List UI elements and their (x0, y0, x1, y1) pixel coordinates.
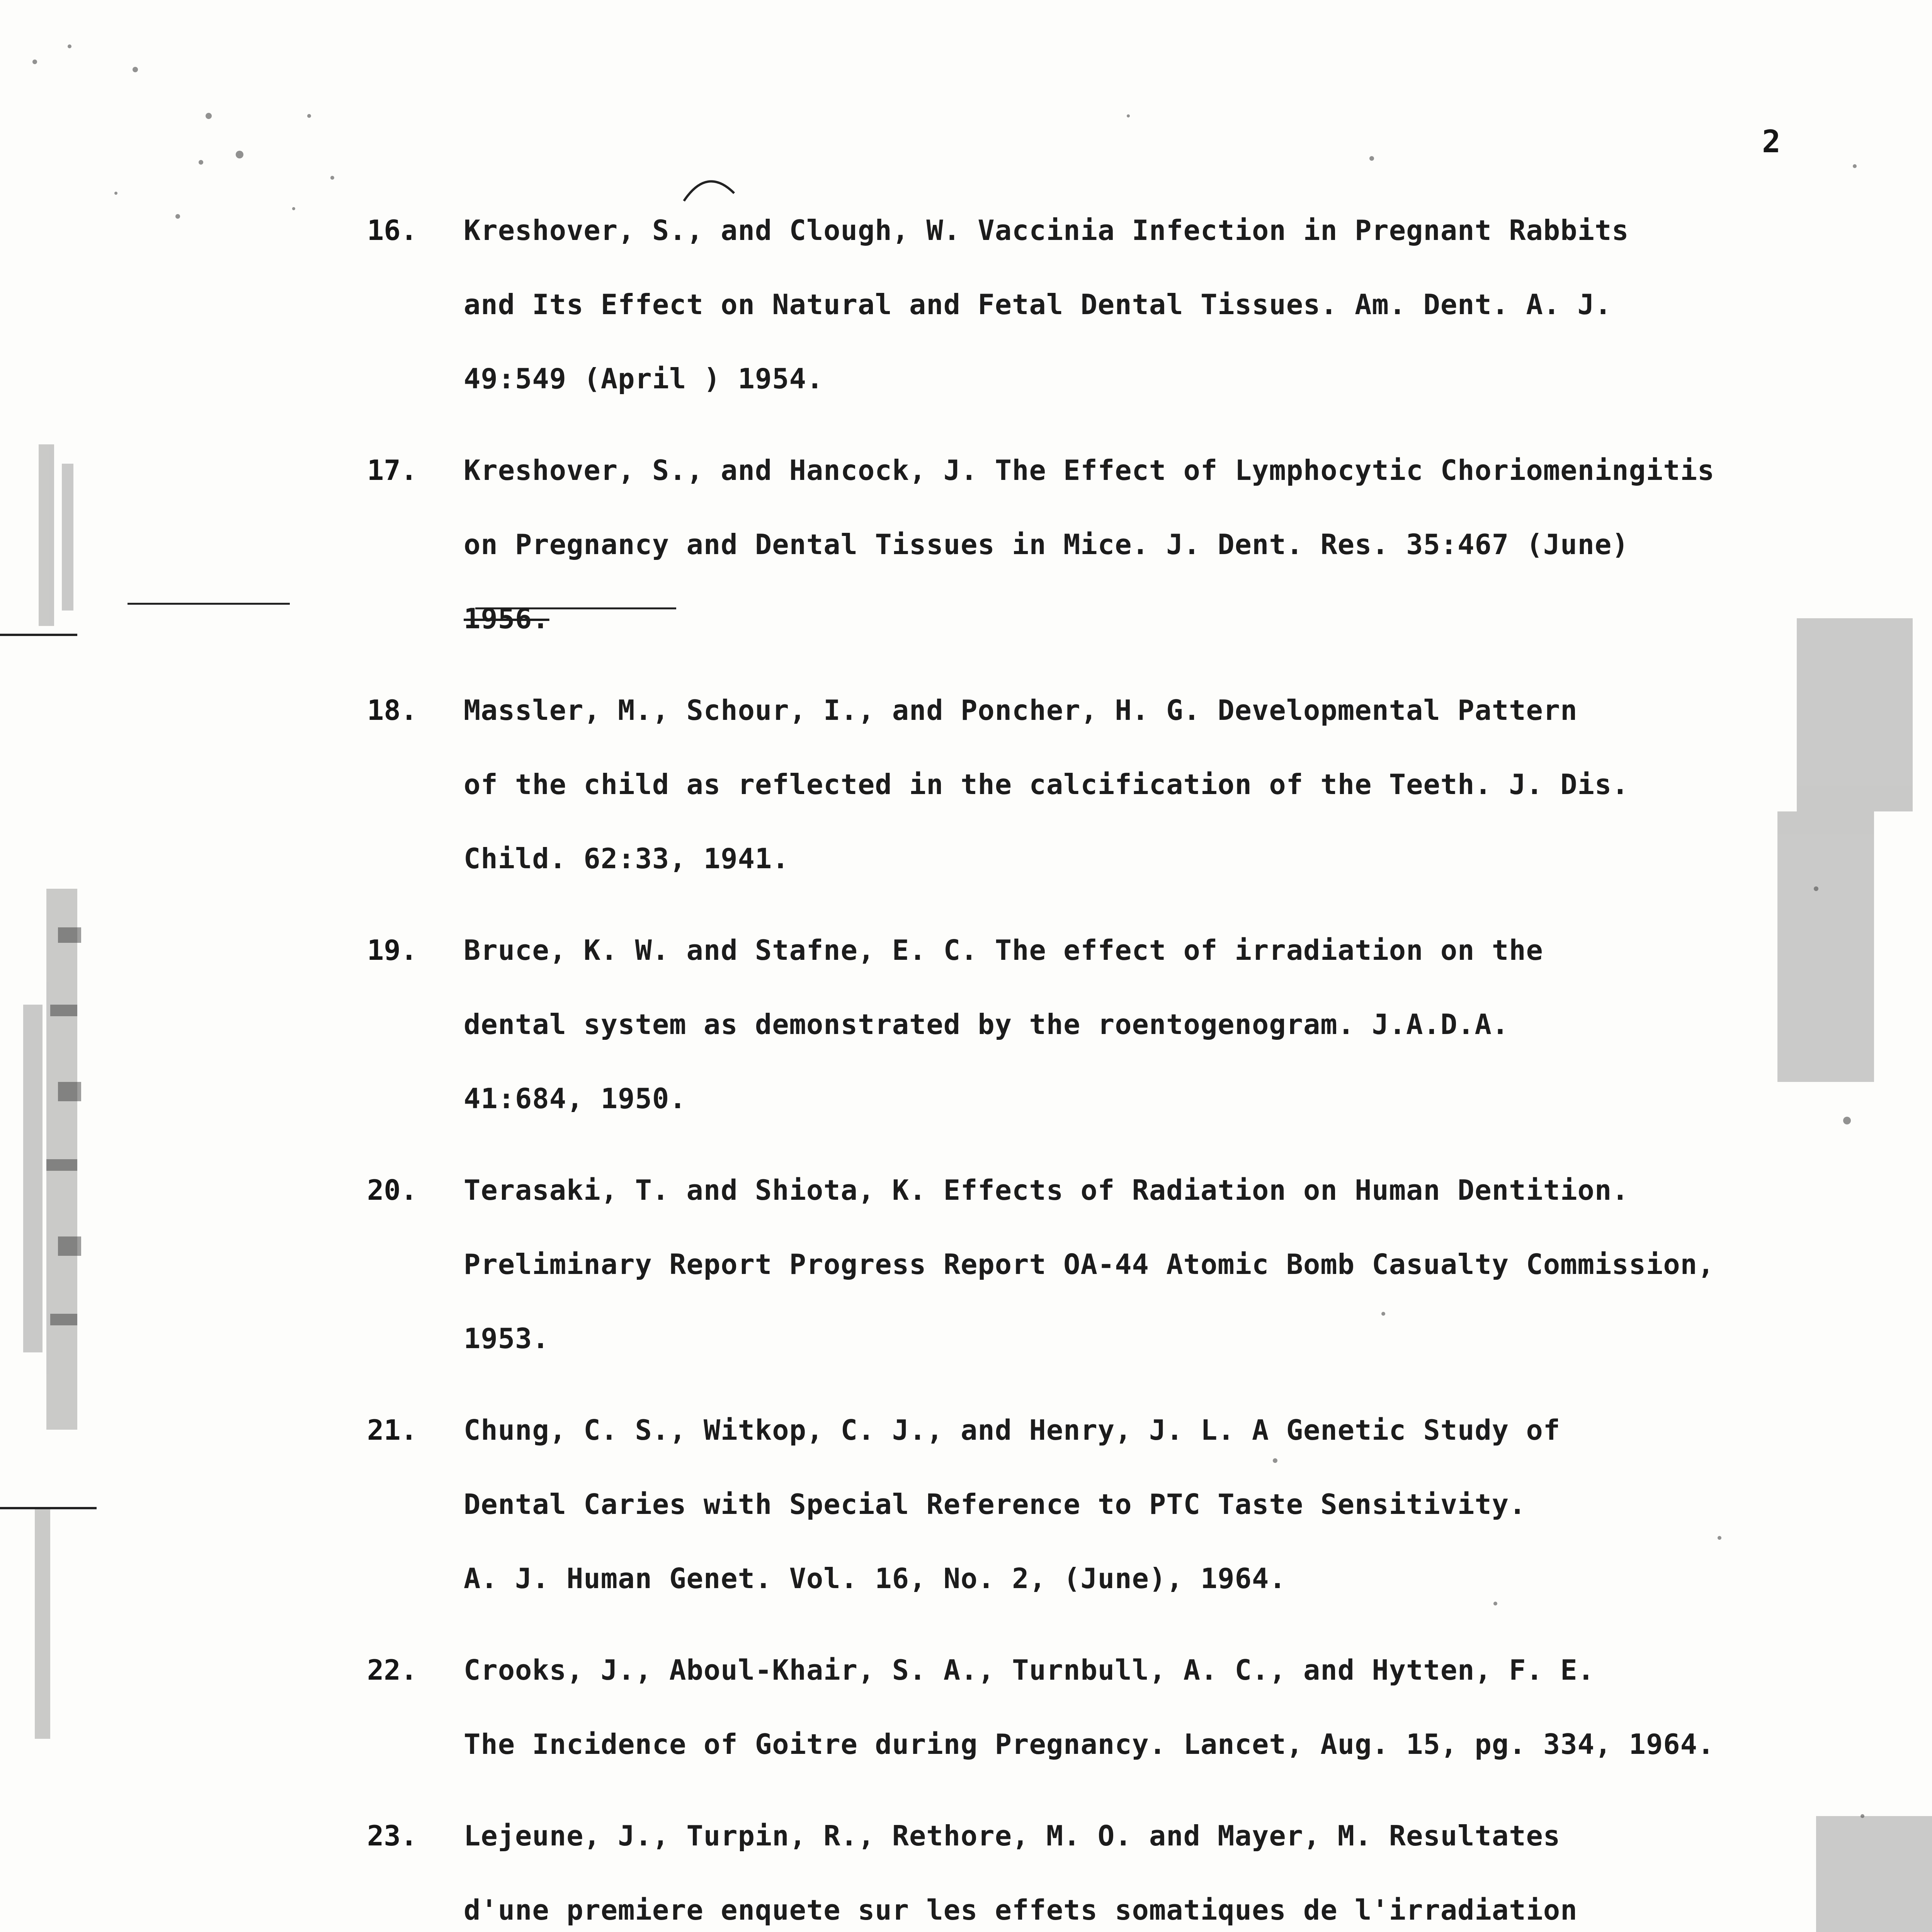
reference-line: and Its Effect on Natural and Fetal Dental Tissues. Am. Dent. A. J. (464, 288, 1612, 321)
reference-number: 18. (367, 694, 418, 726)
page-number: 2 (1762, 124, 1781, 160)
reference-line: 49:549 (April ) 1954. (464, 362, 824, 395)
reference-number: 19. (367, 934, 418, 966)
reference-item (367, 1633, 1913, 1781)
reference-line: dental system as demonstrated by the roentogenogram. J.A.D.A. (464, 1008, 1509, 1041)
reference-item (367, 433, 1913, 656)
reference-item (367, 1393, 1913, 1616)
reference-line: Massler, M., Schour, I., and Poncher, H. G. Developmental Pattern (464, 694, 1578, 726)
reference-line: A. J. Human Genet. Vol. 16, No. 2, (June), 1964. (464, 1562, 1286, 1595)
reference-line: Bruce, K. W. and Stafne, E. C. The effect of irradiation on the (464, 934, 1543, 966)
reference-line: Preliminary Report Progress Report OA-44 Atomic Bomb Casualty Commission, (464, 1248, 1715, 1281)
reference-list (367, 193, 1913, 1932)
reference-line: of the child as reflected in the calcification of the Teeth. J. Dis. (464, 768, 1629, 801)
reference-line: Child. 62:33, 1941. (464, 842, 789, 875)
margin-rule-left (128, 603, 290, 605)
reference-number: 22. (367, 1654, 418, 1686)
reference-line: Lejeune, J., Turpin, R., Rethore, M. O. and Mayer, M. Resultates (464, 1820, 1561, 1852)
reference-line: Kreshover, S., and Hancock, J. The Effect of Lymphocytic Choriomeningitis (464, 454, 1715, 486)
reference-number: 16. (367, 214, 418, 247)
reference-item (367, 913, 1913, 1136)
reference-line: Dental Caries with Special Reference to PTC Taste Sensitivity. (464, 1488, 1526, 1520)
reference-line: The Incidence of Goitre during Pregnancy. Lancet, Aug. 15, pg. 334, 1964. (464, 1728, 1715, 1760)
reference-line: Chung, C. S., Witkop, C. J., and Henry, J. L. A Genetic Study of (464, 1414, 1561, 1446)
reference-line: 1953. (464, 1322, 549, 1355)
reference-number: 23. (367, 1820, 418, 1852)
reference-line: 41:684, 1950. (464, 1082, 687, 1115)
reference-line-struck: 1956. (464, 602, 549, 635)
reference-number: 20. (367, 1174, 418, 1206)
reference-item (367, 673, 1913, 896)
reference-item (367, 1799, 1913, 1932)
reference-item (367, 193, 1913, 416)
reference-line: Terasaki, T. and Shiota, K. Effects of Radiation on Human Dentition. (464, 1174, 1629, 1206)
reference-number: 17. (367, 454, 418, 486)
reference-line: Kreshover, S., and Clough, W. Vaccinia Infection in Pregnant Rabbits (464, 214, 1629, 247)
reference-item (367, 1153, 1913, 1376)
reference-number: 21. (367, 1414, 418, 1446)
reference-line: d'une premiere enquete sur les effets somatiques de l'irradiation (464, 1894, 1578, 1926)
reference-line: on Pregnancy and Dental Tissues in Mice. J. Dent. Res. 35:467 (June) (464, 528, 1629, 561)
reference-line: Crooks, J., Aboul-Khair, S. A., Turnbull, A. C., and Hytten, F. E. (464, 1654, 1595, 1686)
